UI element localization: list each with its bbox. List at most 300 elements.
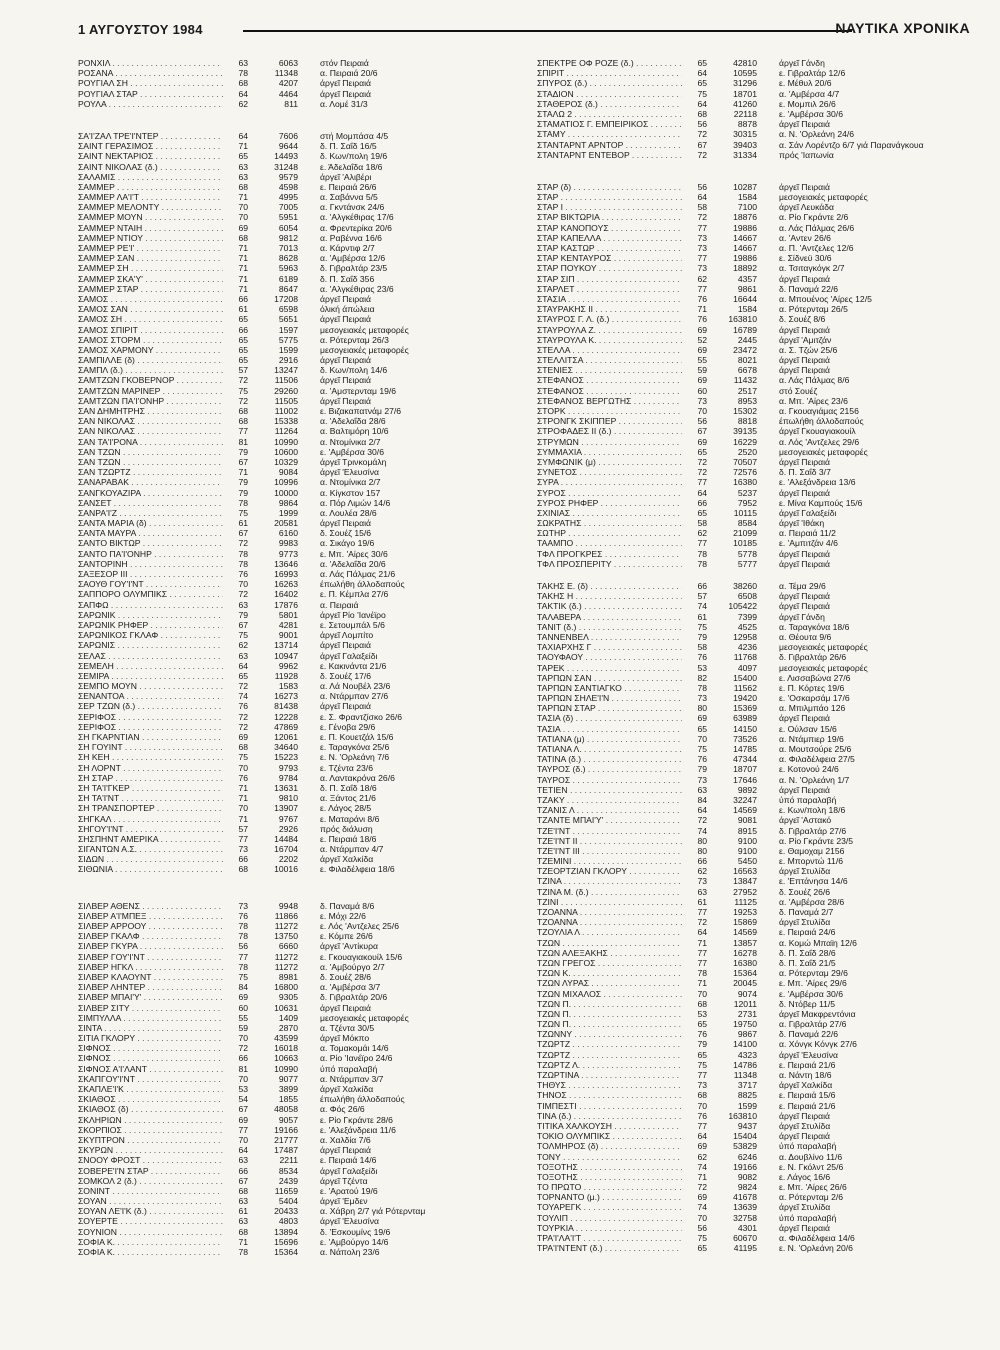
ship-status: α. Θέουτα 9/6 <box>779 631 832 642</box>
ship-name: ΤΑΡΠΩΝ ΣΗΛΕ'Ι'Ν . . . <box>537 693 682 703</box>
ship-status: ε. Μπ. 'Αίρες 29/6 <box>779 978 847 989</box>
tonnage: 13646 <box>274 558 298 569</box>
ship-row <box>537 68 977 78</box>
ship-row <box>537 335 977 345</box>
tonnage: 15338 <box>274 416 298 427</box>
tonnage: 53829 <box>733 1141 757 1152</box>
tonnage: 4803 <box>278 1216 298 1227</box>
build-year: 64 <box>697 192 707 203</box>
tonnage: 13857 <box>733 937 757 948</box>
ship-name: ΣΟΒΕΡΕ'Ι'Ν ΣΤΑΡ . . . <box>78 1166 223 1176</box>
ship-row <box>537 1029 977 1039</box>
build-year: 73 <box>697 1080 707 1091</box>
tonnage: 5951 <box>278 212 298 223</box>
ship-row <box>78 99 518 109</box>
build-year: 62 <box>697 1151 707 1162</box>
build-year: 78 <box>238 548 248 559</box>
ship-status: μεσογειακές μεταφορές <box>779 662 868 673</box>
ship-status: δ. Κων/πολη 14/6 <box>320 365 388 376</box>
ship-row <box>78 921 518 931</box>
build-year: 54 <box>238 1094 248 1105</box>
build-year: 66 <box>238 1053 248 1064</box>
build-year: 68 <box>238 78 248 89</box>
tonnage: 15223 <box>274 752 298 763</box>
ship-row <box>78 406 518 416</box>
tonnage: 4598 <box>278 181 298 192</box>
ship-name: ΣΥΡΑ . . . <box>537 477 682 487</box>
ship-status: ε. Π. Κουετζάλ 15/6 <box>320 732 394 742</box>
tonnage: 11432 <box>733 375 757 386</box>
tonnage: 9767 <box>278 813 298 824</box>
build-year: 61 <box>697 611 707 622</box>
build-year: 84 <box>238 982 248 993</box>
ship-list-block <box>537 182 977 569</box>
tonnage: 11505 <box>274 395 298 406</box>
ship-status: δ. Σουέζ 28/6 <box>320 971 372 982</box>
ship-name: ΣΑΠΦΩ . . . <box>78 600 223 610</box>
tonnage: 1597 <box>278 324 298 335</box>
tonnage: 6160 <box>278 528 298 539</box>
publication-title: ΝΑΥΤΙΚΑ ΧΡΟΝΙΚΑ <box>835 20 970 36</box>
ship-name: ΤΖΟΑΝΝΑ . . . <box>537 907 682 917</box>
ship-status: ε. Άδελαΐδα 18/6 <box>320 161 383 172</box>
ship-status: δ. Σουέζ 15/6 <box>320 528 372 539</box>
tonnage: 9077 <box>278 1073 298 1084</box>
ship-status: α. Φός 26/6 <box>320 1104 365 1115</box>
ship-row <box>537 938 977 948</box>
ship-name: ΣΚΑΠΓΟΥ'Ι'ΝΤ . . . <box>78 1074 223 1084</box>
ship-name: ΣΤΑΡ ΠΟΥΚΟΥ . . . <box>537 263 682 273</box>
ship-name: ΣΑΝΓΚΟΥΑΖΙΡΑ . . . <box>78 488 223 498</box>
ship-status: α. Βαλτιμόρη 10/6 <box>320 426 389 437</box>
ship-status: άργεῖ Πειραιά <box>320 88 371 99</box>
build-year: 65 <box>697 723 707 734</box>
build-year: 64 <box>697 927 707 938</box>
ship-name: ΣΙΓΑΝΤΩΝ Α.Σ. . . . <box>78 844 223 854</box>
ship-status: άργεῖ Πειραιά <box>779 548 830 559</box>
ship-status: α. 'Αμβέρσα 28/6 <box>779 896 845 907</box>
page-header <box>78 22 970 42</box>
build-year: 69 <box>697 713 707 724</box>
ship-status: δ. Σουέζ 8/6 <box>779 314 826 325</box>
ship-row <box>78 972 518 982</box>
build-year: 70 <box>238 202 248 213</box>
ship-name: ΣΙΛΒΕΡ ΗΓΚΛ . . . <box>78 962 223 972</box>
tonnage: 7952 <box>737 497 757 508</box>
ship-status: ε. Π. Κόρτες 19/6 <box>779 682 845 693</box>
ship-name: ΣΤΑΥΡΑΚΗΣ ΙΙ . . . <box>537 304 682 314</box>
ship-row <box>78 1227 518 1237</box>
ship-status: άργεῖ Λευκάδα <box>779 202 834 213</box>
tonnage: 3717 <box>737 1080 757 1091</box>
ship-name: ΣΙΔΩΝ . . . <box>78 854 223 864</box>
build-year: 68 <box>238 232 248 243</box>
ship-name: ΤΟΝΥ . . . <box>537 1152 682 1162</box>
tonnage: 23472 <box>733 344 757 355</box>
build-year: 77 <box>697 957 707 968</box>
tonnage: 16402 <box>274 589 298 600</box>
ship-name: ΣΑΜΟΣ . . . <box>78 294 223 304</box>
ship-name: ΣΤΑΡ ΚΑΝΟΠΟΥΣ . . . <box>537 223 682 233</box>
ship-name: ΣΤΡΟΦΑΔΕΣ ΙΙ (δ.) . . . <box>537 426 682 436</box>
build-year: 65 <box>697 78 707 89</box>
tonnage: 9948 <box>278 900 298 911</box>
tonnage: 13907 <box>274 803 298 814</box>
tonnage: 9074 <box>737 988 757 999</box>
ship-status: ε. Λισσαβώνα 27/6 <box>779 672 851 683</box>
ship-name: ΤΑΤΙΑΝΑ Λ. . . . <box>537 744 682 754</box>
ship-name: ΣΤΑΜΑΤΙΟΣ Γ. ΕΜΠΕΙΡΙΚΟΣ . . . <box>537 119 682 129</box>
build-year: 70 <box>238 762 248 773</box>
ship-row <box>78 396 518 406</box>
ship-status: ε. Τζέντα 23/6 <box>320 762 373 773</box>
ship-name: ΤΖΩΝ ΜΙΧΑΛΟΣ . . . <box>537 989 682 999</box>
ship-status: α. Ντάρμπαν 4/7 <box>320 844 384 855</box>
tonnage: 18892 <box>733 263 757 274</box>
ship-row <box>78 89 518 99</box>
build-year: 69 <box>238 222 248 233</box>
ship-row <box>537 1182 977 1192</box>
tonnage: 5775 <box>278 334 298 345</box>
ship-row <box>537 642 977 652</box>
ship-row <box>78 78 518 88</box>
build-year: 71 <box>697 1171 707 1182</box>
ship-status: μεσογειακές μεταφορές <box>320 324 409 335</box>
ship-row <box>78 834 518 844</box>
ship-name: ΣΙΤΙΑ ΓΚΛΟΡΥ . . . <box>78 1033 223 1043</box>
ship-name: ΣΗ ΤΡΑΝΣΠΟΡΤΕΡ . . . <box>78 803 223 813</box>
build-year: 64 <box>238 88 248 99</box>
ship-status: ε. Σ. Φραντζίσκο 26/6 <box>320 711 403 722</box>
ship-status: α. Μπ. 'Αίρες 23/6 <box>779 395 848 406</box>
ship-name: ΣΤΑΡ Ι . . . <box>537 202 682 212</box>
build-year: 78 <box>238 921 248 931</box>
build-year: 65 <box>238 151 248 162</box>
tonnage: 41195 <box>733 1243 757 1254</box>
tonnage: 13247 <box>274 365 298 376</box>
ship-status: άργεῖ Πειραιά <box>779 713 830 724</box>
ship-row <box>537 304 977 314</box>
tonnage: 9437 <box>737 1120 757 1131</box>
ship-status: ε. Ματαράνι 8/6 <box>320 813 380 824</box>
ship-name: ΣΗ ΣΤΑΡ . . . <box>78 773 223 783</box>
tonnage: 163810 <box>728 314 757 325</box>
ship-name: ΤΑΣΙΑ . . . <box>537 724 682 734</box>
ship-name: ΤΖΩΡΤΖ Λ. . . . <box>537 1060 682 1070</box>
ship-name: ΣΤΡΥΜΩΝ . . . <box>537 437 682 447</box>
ship-status: ε. Ν. Γκόλντ 25/6 <box>779 1161 844 1172</box>
ship-status: άργεῖ Μακφρεντόνια <box>779 1008 856 1019</box>
ship-status: α. Ρότερνταμ 29/6 <box>779 968 848 979</box>
ship-status: ε. Μέθυλ 20/6 <box>779 78 832 89</box>
tonnage: 4301 <box>737 1222 757 1233</box>
tonnage: 29260 <box>274 385 298 396</box>
ship-name: ΣΩΚΡΑΤΗΣ . . . <box>537 518 682 528</box>
ship-row <box>78 712 518 722</box>
ship-status: δ. Γιβραλτάρ 20/6 <box>320 992 388 1003</box>
tonnage: 1599 <box>278 344 298 355</box>
ship-status: άργεῖ Ρίο 'Ιανέϊρο <box>320 609 386 620</box>
ship-status: ύπό παραλαβή <box>779 794 837 805</box>
ship-status: ε. Πειραιά 21/6 <box>779 1100 836 1111</box>
tonnage: 2870 <box>278 1022 298 1033</box>
ship-row <box>78 1135 518 1145</box>
tonnage: 11272 <box>274 921 298 931</box>
tonnage: 6598 <box>278 304 298 315</box>
ship-status: άργεῖ Πειραιά <box>320 314 371 325</box>
ship-status: άργεῖ Στυλίδα <box>779 917 831 928</box>
tonnage: 5651 <box>278 314 298 325</box>
build-year: 62 <box>238 98 248 109</box>
ship-row <box>537 325 977 335</box>
ship-name: ΣΤΑΥΡΟΥΛΑ Ζ. . . . <box>537 325 682 335</box>
ship-row <box>537 1192 977 1202</box>
build-year: 64 <box>697 805 707 816</box>
tonnage: 12958 <box>733 631 757 642</box>
ship-name: ΤΟΚΙΟ ΟΛΥΜΠΙΚΣ . . . <box>537 1131 682 1141</box>
tonnage: 1855 <box>278 1094 298 1105</box>
ship-row <box>78 243 518 253</box>
build-year: 77 <box>238 426 248 437</box>
ship-list-block <box>537 58 977 160</box>
build-year: 64 <box>238 660 248 671</box>
build-year: 73 <box>697 232 707 243</box>
build-year: 76 <box>697 1110 707 1121</box>
build-year: 61 <box>238 518 248 529</box>
tonnage: 16278 <box>733 947 757 958</box>
build-year: 60 <box>238 1002 248 1013</box>
ship-row <box>537 508 977 518</box>
ship-name: ΤΡΑ'Ι'ΝΤΕΝΤ (δ.) . . . <box>537 1243 682 1253</box>
ship-name: ΤΑΤΙΝΑ (δ.) . . . <box>537 754 682 764</box>
ship-status: ε. Λός 'Αντζελες 25/6 <box>320 921 399 931</box>
ship-name: ΣΑΟΥΘ ΓΟΥ'Ι'ΝΤ . . . <box>78 579 223 589</box>
ship-row <box>537 826 977 836</box>
build-year: 72 <box>697 917 707 928</box>
ship-name: ΤΑΚΗΣ Ε. (δ) . . . <box>537 581 682 591</box>
build-year: 69 <box>238 732 248 742</box>
build-year: 78 <box>697 968 707 979</box>
ship-status: α. Νάπολη 23/6 <box>320 1247 380 1257</box>
ship-row <box>78 783 518 793</box>
build-year: 69 <box>697 324 707 335</box>
build-year: 56 <box>697 119 707 130</box>
tonnage: 13750 <box>274 931 298 942</box>
tonnage: 11264 <box>274 426 298 437</box>
tonnage: 8953 <box>737 395 757 406</box>
ship-name: ΡΟΣΑΝΑ . . . <box>78 68 223 78</box>
tonnage: 15404 <box>733 1131 757 1142</box>
build-year: 63 <box>697 784 707 795</box>
ship-status: α. Τσιταγκόγκ 2/7 <box>779 263 845 274</box>
tonnage: 4323 <box>737 1049 757 1060</box>
ship-row <box>537 1111 977 1121</box>
tonnage: 16789 <box>733 324 757 335</box>
build-year: 78 <box>238 558 248 569</box>
ship-status: δ. Π. Σαΐδ 16/5 <box>320 141 377 152</box>
tonnage: 10000 <box>274 487 298 498</box>
ship-status: ε. Ταραγκόνα 25/6 <box>320 742 390 753</box>
build-year: 66 <box>697 581 707 591</box>
build-year: 78 <box>697 548 707 559</box>
ship-name: ΤΑΡΠΩΝ ΣΑΝΤΙΑΓΚΟ . . . <box>537 683 682 693</box>
tonnage: 32758 <box>733 1212 757 1223</box>
ship-status: α. Λουλέα 28/6 <box>320 507 377 518</box>
ship-status: ε. Πειραιά 18/6 <box>320 833 377 844</box>
ship-name: ΣΑΝ ΝΙΚΟΛΑΣ . . . <box>78 426 223 436</box>
ship-row <box>78 589 518 599</box>
tonnage: 4207 <box>278 78 298 89</box>
ship-name: ΣΤΑΘΕΡΟΣ (δ.) . . . <box>537 99 682 109</box>
ship-name: ΣΑΡΩΝΙΚ . . . <box>78 610 223 620</box>
tonnage: 6678 <box>737 365 757 376</box>
ship-status: άργεῖ Χαλκίδα <box>779 1080 833 1091</box>
build-year: 70 <box>238 579 248 590</box>
build-year: 84 <box>697 794 707 805</box>
tonnage: 5237 <box>737 487 757 498</box>
ship-status: ε. Μόχι 22/6 <box>320 910 366 921</box>
ship-name: ΣΚΑΠΛΕ'Ι'Κ . . . <box>78 1084 223 1094</box>
tonnage: 8825 <box>737 1090 757 1101</box>
ship-name: ΤΖΩΝ ΛΥΡΑΣ . . . <box>537 978 682 988</box>
build-year: 58 <box>697 518 707 529</box>
build-year: 74 <box>697 825 707 836</box>
ship-status: άργεῖ Στυλίδα <box>779 866 831 877</box>
ship-row <box>78 1064 518 1074</box>
ship-status: άργεῖ Πειραιά <box>779 365 830 376</box>
ship-status: α. Ντομίνικα 2/7 <box>320 436 381 447</box>
ship-row <box>537 263 977 273</box>
ship-row <box>78 467 518 477</box>
build-year: 77 <box>697 477 707 488</box>
build-year: 71 <box>697 978 707 989</box>
ship-status: άργεῖ Πειραιά <box>779 558 830 569</box>
ship-status: α. Πειραιά 11/2 <box>779 528 836 539</box>
ship-status: α. Μουτσούρε 25/6 <box>779 744 852 754</box>
ship-name: ΣΗΣΠΗΝΤ ΑΜΕΡΙΚΑ . . . <box>78 834 223 844</box>
ship-status: α. Φρεντερίκα 20/6 <box>320 222 392 233</box>
ship-status: α. Γκντάνσκ 24/6 <box>320 202 385 213</box>
ship-row <box>78 1023 518 1033</box>
ship-row <box>537 1152 977 1162</box>
ship-row <box>78 559 518 569</box>
ship-status: δ. Σουέζ 26/6 <box>779 886 831 897</box>
ship-name: ΣΙΦΝΟΣ Α'Ι'ΛΑΝΤ . . . <box>78 1064 223 1074</box>
ship-row <box>78 651 518 661</box>
ship-name: ΣΑΞΕΣΟΡ III . . . <box>78 569 223 579</box>
build-year: 79 <box>238 487 248 498</box>
ship-name: ΤΖΙΝΑ . . . <box>537 876 682 886</box>
ship-status: α. Ν. 'Ορλεάνη 1/7 <box>779 774 850 785</box>
ship-name: ΤΟΥΛΙΠ . . . <box>537 1213 682 1223</box>
build-year: 64 <box>697 68 707 79</box>
ship-name: ΣΗΓΚΑΛ . . . <box>78 814 223 824</box>
ship-status: ε. 'Αλεξάνδρεια 13/6 <box>779 477 856 488</box>
ship-status: α. Τομακομάι 14/6 <box>320 1043 389 1054</box>
ship-row <box>78 192 518 202</box>
tonnage: 8021 <box>737 355 757 366</box>
ship-row <box>537 999 977 1009</box>
ship-status: δ. Σουέζ 17/6 <box>320 670 372 681</box>
tonnage: 9644 <box>278 141 298 152</box>
ship-row <box>537 978 977 988</box>
build-year: 72 <box>238 1043 248 1054</box>
ship-name: ΣΑΝ ΔΗΜΗΤΡΗΣ . . . <box>78 406 223 416</box>
ship-row <box>78 498 518 508</box>
ship-row <box>537 58 977 68</box>
ship-row <box>78 416 518 426</box>
ship-row <box>78 1013 518 1023</box>
ship-name: ΤΖΩΡΤΙΝΑ . . . <box>537 1070 682 1080</box>
tonnage: 14493 <box>274 151 298 162</box>
ship-status: άργεῖ Πειραιά <box>320 395 371 406</box>
ship-name: ΣΕΜΠΟ ΜΟΥΝ . . . <box>78 681 223 691</box>
build-year: 65 <box>697 1243 707 1254</box>
build-year: 70 <box>238 1073 248 1084</box>
ship-row <box>537 887 977 897</box>
tonnage: 6189 <box>278 273 298 284</box>
ship-name: ΤΖΕ'Ι'ΝΤ ΙΙΙ . . . <box>537 846 682 856</box>
ship-status: ύπό παραλαβή <box>779 1141 837 1152</box>
ship-status: άργεῖ Πειραιά <box>779 1222 830 1233</box>
ship-status: α. Λός 'Αντζελες 29/6 <box>779 436 860 447</box>
ship-row <box>537 212 977 222</box>
build-year: 70 <box>238 1033 248 1044</box>
tonnage: 13894 <box>274 1226 298 1237</box>
ship-status: α. Μπιλμπάο 126 <box>779 703 846 714</box>
ship-name: ΣΚΛΗΡΙΩΝ . . . <box>78 1115 223 1125</box>
build-year: 77 <box>697 538 707 549</box>
tonnage: 9100 <box>737 845 757 856</box>
tonnage: 6054 <box>278 222 298 233</box>
build-year: 70 <box>697 733 707 744</box>
ship-row <box>537 1213 977 1223</box>
ship-status: άργεῖ 'Ελευσίνα <box>779 1049 838 1060</box>
ship-status: άργεῖ Πειραιά <box>779 591 830 602</box>
tonnage: 9810 <box>278 793 298 804</box>
ship-row <box>78 803 518 813</box>
ship-status: άργεῖ 'Ιθάκη <box>779 518 825 529</box>
ship-row <box>537 856 977 866</box>
build-year: 78 <box>238 1247 248 1257</box>
ship-name: ΣΗ ΤΑ'Ι'ΝΤ . . . <box>78 793 223 803</box>
tonnage: 5778 <box>737 548 757 559</box>
build-year: 63 <box>238 1196 248 1207</box>
ship-row <box>78 1003 518 1013</box>
build-year: 73 <box>697 263 707 274</box>
tonnage: 41678 <box>733 1192 757 1203</box>
ship-name: ΣΤΕΦΑΝΟΣ . . . <box>537 375 682 385</box>
ship-row <box>537 488 977 498</box>
ship-name: ΣΠΥΡΟΣ (δ.) . . . <box>537 78 682 88</box>
ship-name: ΣΙΘΩΝΙΑ . . . <box>78 864 223 874</box>
ship-status: α. Γκουαγιάμας 2156 <box>779 406 859 416</box>
build-year: 72 <box>697 456 707 467</box>
ship-row <box>78 1237 518 1247</box>
ship-status: ε. Μομπιλ 26/6 <box>779 98 836 109</box>
build-year: 73 <box>697 693 707 704</box>
ship-status: άργεῖ 'Αντίκυρα <box>320 941 378 952</box>
ship-status: άργεῖ Πειραιά <box>779 1110 830 1121</box>
tonnage: 9864 <box>278 497 298 508</box>
ship-name: ΣΑΡΩΝΙΣ . . . <box>78 640 223 650</box>
ship-row <box>78 941 518 951</box>
tonnage: 70507 <box>733 456 757 467</box>
ship-status: ε. Πειραιά 26/6 <box>320 181 377 192</box>
tonnage: 9579 <box>278 171 298 182</box>
ship-status: α. 'Αντεν 26/6 <box>779 232 831 243</box>
ship-status: άργεῖ Τρινκομάλη <box>320 456 387 467</box>
